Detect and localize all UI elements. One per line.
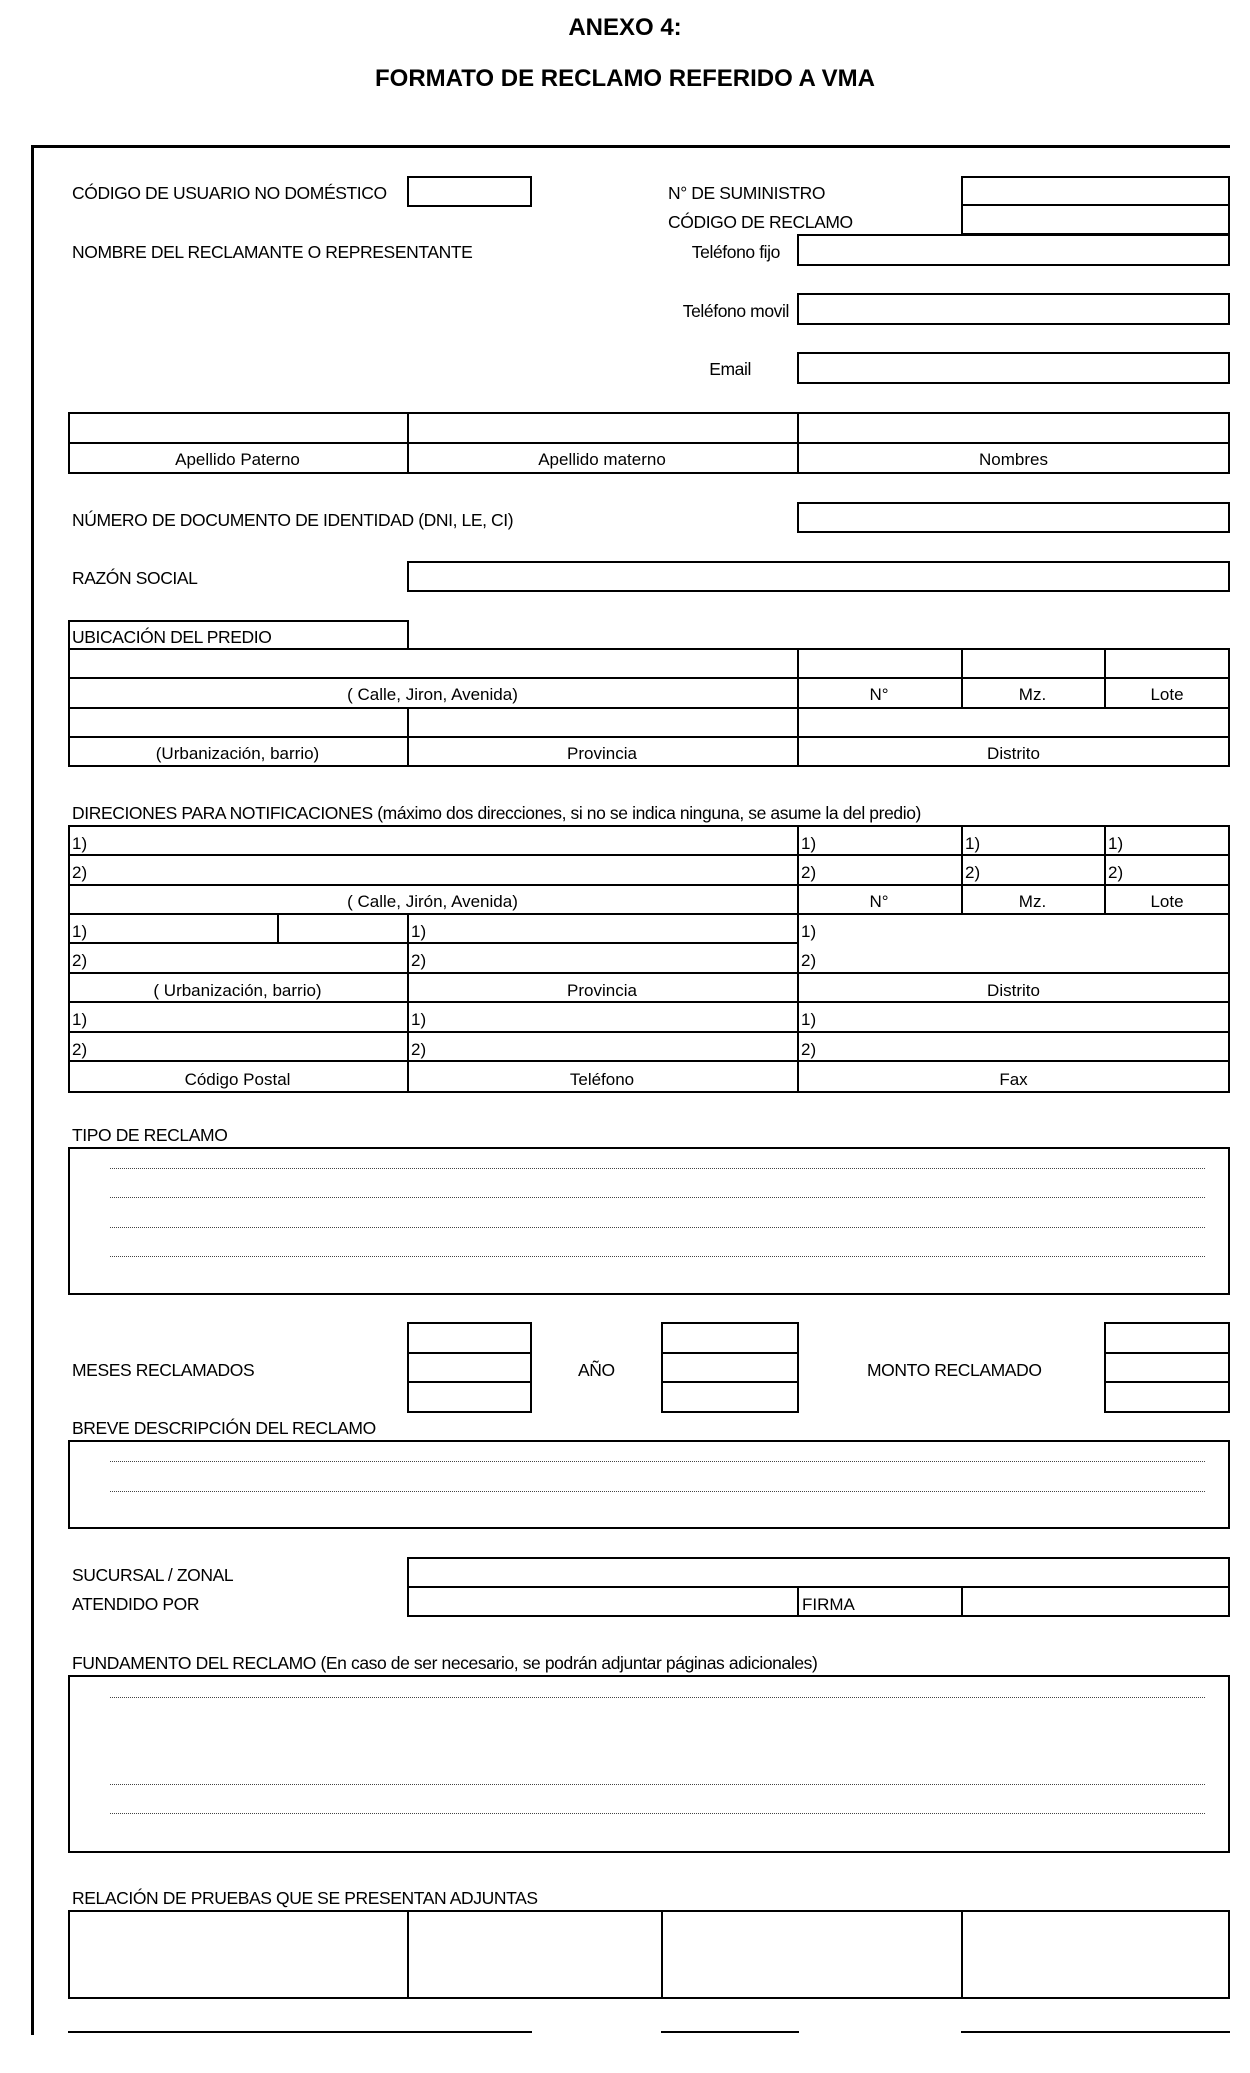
notif-fax-1-prefix: 1) <box>801 1010 817 1029</box>
anio-row-divider-1 <box>661 1352 799 1354</box>
notif-calle-label: ( Calle, Jirón, Avenida) <box>347 892 518 911</box>
codigo-usuario-label: CÓDIGO DE USUARIO NO DOMÉSTICO <box>72 183 387 203</box>
anio-field[interactable] <box>661 1322 799 1413</box>
ubicacion-urbanizacion-field[interactable] <box>70 709 407 736</box>
notif-distrito-label: Distrito <box>987 981 1040 1000</box>
ubicacion-mz-label: Mz. <box>1018 685 1047 704</box>
suministro-field[interactable] <box>961 176 1230 206</box>
notif-codigo-postal-label: Código Postal <box>184 1070 291 1089</box>
meses-reclamados-field[interactable] <box>407 1322 532 1413</box>
monto-reclamado-field[interactable] <box>1104 1322 1230 1413</box>
notif-lote-1-prefix: 1) <box>1108 834 1124 853</box>
apellido-materno-field[interactable] <box>409 414 797 442</box>
email-label: Email <box>709 359 751 379</box>
notif-row-divider-5 <box>68 972 1230 974</box>
ubicacion-row-divider-1 <box>68 677 1230 679</box>
prueba-3-field[interactable] <box>663 1912 961 1997</box>
notif-mz-1-prefix: 1) <box>965 834 981 853</box>
telefono-fijo-label: Teléfono fijo <box>691 242 780 262</box>
notif-telefono-label: Teléfono <box>569 1070 635 1089</box>
notif-urbanizacion-2-prefix: 2) <box>72 951 88 970</box>
razon-social-field[interactable] <box>407 561 1230 592</box>
monto-row-divider-2 <box>1104 1381 1230 1383</box>
fundamento-field[interactable] <box>68 1675 1230 1853</box>
anio-row-divider-2 <box>661 1381 799 1383</box>
suministro-label: N° DE SUMINISTRO <box>668 183 826 203</box>
notif-codigo-postal-1-prefix: 1) <box>72 1010 88 1029</box>
form-title: FORMATO DE RECLAMO REFERIDO A VMA <box>375 65 875 92</box>
notif-provincia-label: Provincia <box>567 981 637 1000</box>
apellido-materno-label: Apellido materno <box>538 450 666 469</box>
notif-calle-2-prefix: 2) <box>72 863 88 882</box>
sucursal-field[interactable] <box>409 1559 1228 1586</box>
tipo-reclamo-field[interactable] <box>68 1147 1230 1295</box>
notif-urbanizacion-1-prefix: 1) <box>72 922 88 941</box>
signature-line-2 <box>661 2031 799 2033</box>
notif-telefono-2-prefix: 2) <box>411 1040 427 1059</box>
prueba-4-field[interactable] <box>963 1912 1228 1997</box>
annex-heading: ANEXO 4: <box>568 14 682 41</box>
meses-row-divider-2 <box>407 1381 532 1383</box>
notif-lote-label: Lote <box>1150 892 1184 911</box>
notif-mz-label: Mz. <box>1018 892 1047 911</box>
notif-fax-label: Fax <box>999 1070 1028 1089</box>
ubicacion-provincia-field[interactable] <box>409 709 797 736</box>
notif-row-divider-7 <box>68 1031 1230 1033</box>
notif-mz-2-prefix: 2) <box>965 863 981 882</box>
tipo-reclamo-dotted-line-3 <box>110 1227 1205 1228</box>
razon-social-label: RAZÓN SOCIAL <box>72 568 198 588</box>
notif-col-divider-small <box>277 913 279 944</box>
documento-label: NÚMERO DE DOCUMENTO DE IDENTIDAD (DNI, LE, CI) <box>72 510 514 530</box>
notif-distrito-2-prefix: 2) <box>801 951 817 970</box>
atendido-field[interactable] <box>409 1588 797 1615</box>
ubicacion-distrito-label: Distrito <box>987 744 1040 763</box>
notif-numero-2-prefix: 2) <box>801 863 817 882</box>
notif-calle-1-prefix: 1) <box>72 834 88 853</box>
ubicacion-numero-label: N° <box>869 685 889 704</box>
nombres-field[interactable] <box>799 414 1228 442</box>
notif-telefono-1-prefix: 1) <box>411 1010 427 1029</box>
notif-row-divider-8 <box>68 1060 1230 1062</box>
codigo-usuario-field[interactable] <box>407 176 532 207</box>
sucursal-label: SUCURSAL / ZONAL <box>72 1565 234 1585</box>
notificaciones-heading: DIRECIONES PARA NOTIFICACIONES (máximo dos direcciones, si no se indica ninguna, se asume la del predio) <box>72 803 921 823</box>
codigo-reclamo-field[interactable] <box>961 204 1230 235</box>
notif-calle-1-field[interactable] <box>96 856 796 883</box>
prueba-1-field[interactable] <box>70 1912 407 1997</box>
ubicacion-calle-label: ( Calle, Jiron, Avenida) <box>347 685 518 704</box>
descripcion-dotted-line-1 <box>110 1461 1205 1462</box>
notif-distrito-1-prefix: 1) <box>801 922 817 941</box>
apellido-paterno-label: Apellido Paterno <box>175 450 300 469</box>
documento-field[interactable] <box>797 502 1230 533</box>
telefono-movil-label: Teléfono movil <box>682 301 789 321</box>
firma-field[interactable] <box>963 1588 1228 1615</box>
firma-label: FIRMA <box>802 1595 855 1614</box>
ubicacion-numero-field[interactable] <box>799 650 961 677</box>
tipo-reclamo-dotted-line-2 <box>110 1197 1205 1198</box>
notif-numero-1-prefix: 1) <box>801 834 817 853</box>
pruebas-label: RELACIÓN DE PRUEBAS QUE SE PRESENTAN ADJUNTAS <box>72 1888 538 1908</box>
telefono-movil-field[interactable] <box>797 293 1230 325</box>
ubicacion-heading: UBICACIÓN DEL PREDIO <box>72 627 272 647</box>
prueba-2-field[interactable] <box>409 1912 661 1997</box>
atendido-label: ATENDIDO POR <box>72 1594 200 1614</box>
tipo-reclamo-dotted-line-1 <box>110 1168 1205 1169</box>
ubicacion-provincia-label: Provincia <box>567 744 637 763</box>
meses-reclamados-label: MESES RECLAMADOS <box>72 1360 255 1380</box>
descripcion-label: BREVE DESCRIPCIÓN DEL RECLAMO <box>72 1418 376 1438</box>
nombre-reclamante-label: NOMBRE DEL RECLAMANTE O REPRESENTANTE <box>72 242 473 262</box>
fundamento-dotted-line-1 <box>110 1697 1205 1698</box>
fundamento-dotted-line-2 <box>110 1784 1205 1785</box>
meses-row-divider-1 <box>407 1352 532 1354</box>
notif-row-divider-4 <box>68 942 797 944</box>
ubicacion-distrito-field[interactable] <box>799 709 1228 736</box>
ubicacion-lote-label: Lote <box>1150 685 1184 704</box>
notif-urbanizacion-label: ( Urbanización, barrio) <box>153 981 322 1000</box>
nombres-label: Nombres <box>979 450 1048 469</box>
names-table-divider <box>68 442 1230 444</box>
frame-top-border <box>31 145 1230 148</box>
signature-line-1 <box>68 2031 532 2033</box>
fundamento-label: FUNDAMENTO DEL RECLAMO (En caso de ser necesario, se podrán adjuntar páginas adicionales) <box>72 1653 818 1673</box>
monto-row-divider-1 <box>1104 1352 1230 1354</box>
ubicacion-lote-field[interactable] <box>1106 650 1228 677</box>
firma-col-divider-1 <box>797 1586 799 1617</box>
anio-label: AÑO <box>578 1360 615 1380</box>
notif-fax-2-prefix: 2) <box>801 1040 817 1059</box>
notif-col-divider-main <box>797 825 799 1093</box>
tipo-reclamo-label: TIPO DE RECLAMO <box>72 1125 228 1145</box>
notif-row-divider-3 <box>68 913 1230 915</box>
monto-reclamado-label: MONTO RECLAMADO <box>867 1360 1042 1380</box>
ubicacion-urbanizacion-label: (Urbanización, barrio) <box>155 744 320 763</box>
ubicacion-mz-field[interactable] <box>963 650 1104 677</box>
ubicacion-calle-field[interactable] <box>70 650 797 677</box>
apellido-paterno-field[interactable] <box>70 414 407 442</box>
notif-lote-2-prefix: 2) <box>1108 863 1124 882</box>
descripcion-dotted-line-2 <box>110 1491 1205 1492</box>
notif-provincia-2-prefix: 2) <box>411 951 427 970</box>
notif-provincia-1-prefix: 1) <box>411 922 427 941</box>
notif-col-divider-prov <box>407 913 409 1093</box>
descripcion-field[interactable] <box>68 1440 1230 1529</box>
notif-numero-label: N° <box>869 892 889 911</box>
fundamento-dotted-line-3 <box>110 1813 1205 1814</box>
telefono-fijo-field[interactable] <box>797 234 1230 266</box>
codigo-reclamo-label: CÓDIGO DE RECLAMO <box>668 212 853 232</box>
notif-codigo-postal-2-prefix: 2) <box>72 1040 88 1059</box>
tipo-reclamo-dotted-line-4 <box>110 1256 1205 1257</box>
frame-left-border <box>31 145 34 2035</box>
signature-line-3 <box>961 2031 1230 2033</box>
email-field[interactable] <box>797 352 1230 384</box>
ubicacion-row-divider-3 <box>68 736 1230 738</box>
